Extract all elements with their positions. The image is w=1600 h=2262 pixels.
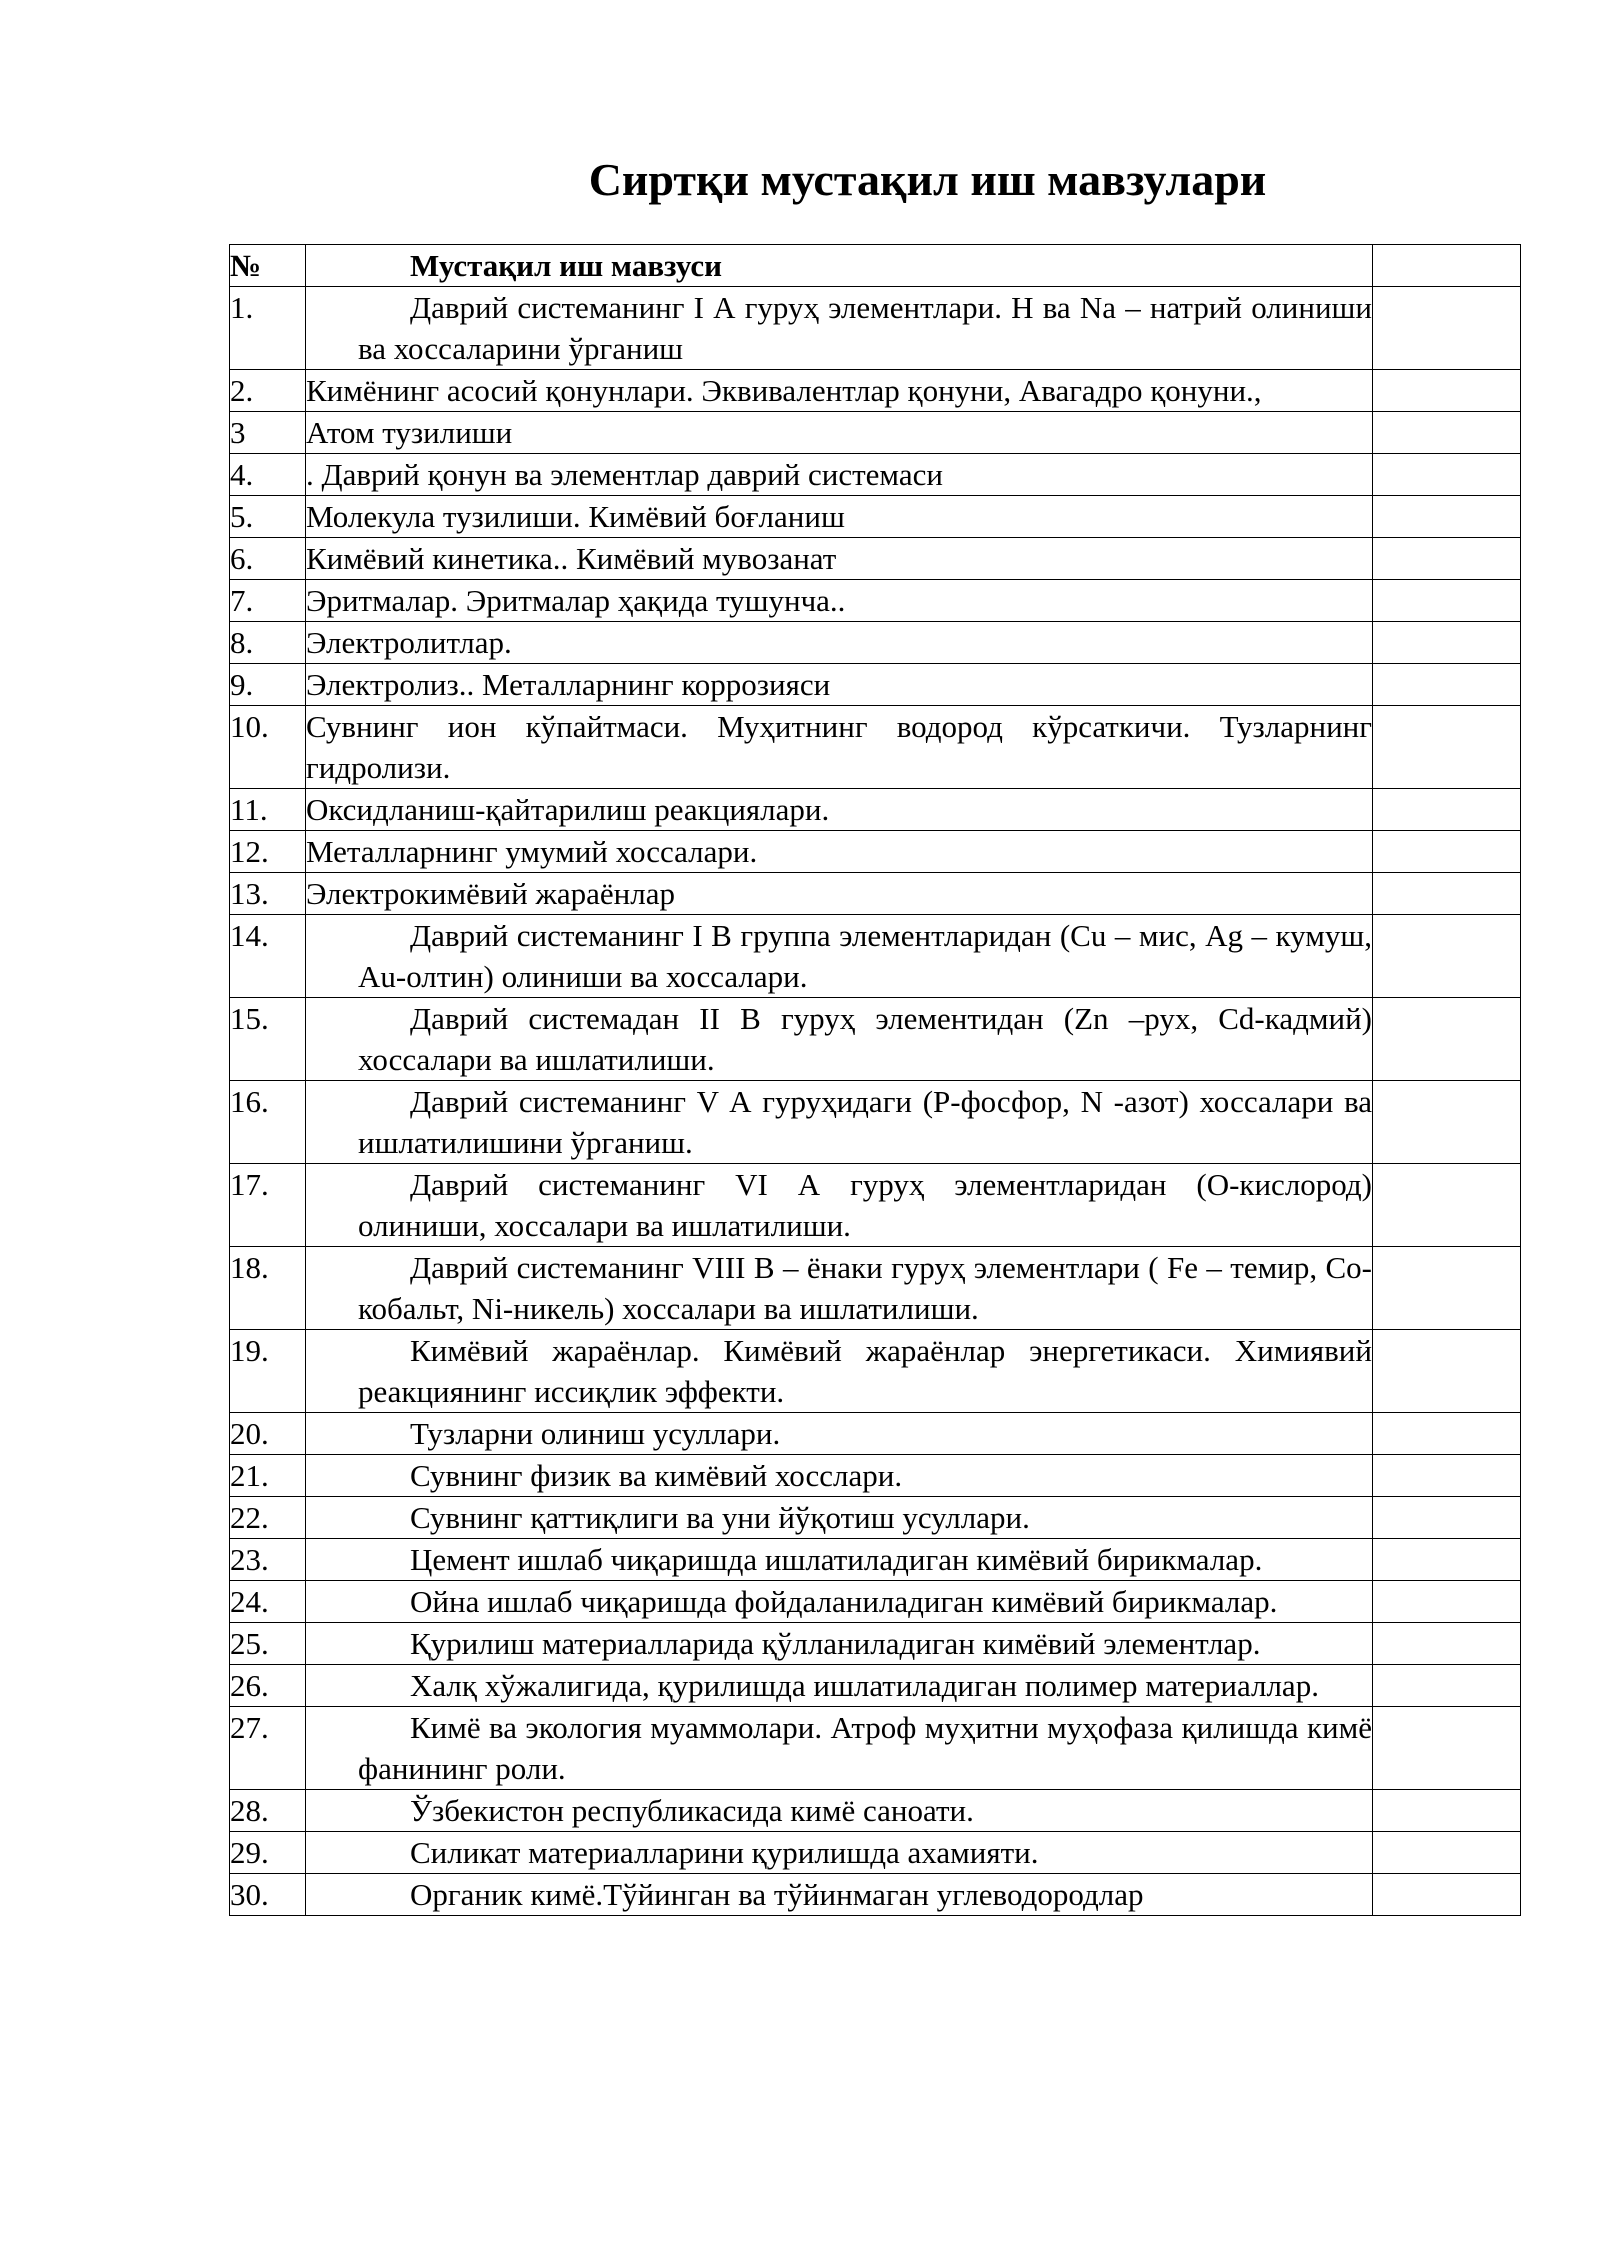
row-extra-cell	[1373, 1081, 1521, 1164]
table-row	[230, 538, 1521, 580]
row-extra-cell	[1373, 370, 1521, 412]
row-topic: Эритмалар. Эритмалар ҳақида тушунча..	[306, 580, 1373, 622]
row-topic: Даврий системанинг V А гуруҳидаги (Р-фосфор, N -азот) хоссалари ва ишлатилишини ўрганиш.	[306, 1081, 1373, 1164]
row-extra-cell	[1373, 1623, 1521, 1665]
row-extra-cell	[1373, 538, 1521, 580]
row-extra-cell	[1373, 1455, 1521, 1497]
row-number: 10.	[230, 706, 306, 789]
table-row	[230, 1623, 1521, 1665]
row-extra-cell	[1373, 1665, 1521, 1707]
row-extra-cell	[1373, 664, 1521, 706]
row-number: 7.	[230, 580, 306, 622]
row-number: 23.	[230, 1539, 306, 1581]
table-row	[230, 1665, 1521, 1707]
table-row	[230, 1455, 1521, 1497]
row-extra-cell	[1373, 1247, 1521, 1330]
row-topic: Силикат материалларини қурилишда ахамияти.	[306, 1832, 1373, 1874]
row-number: 16.	[230, 1081, 306, 1164]
row-topic: Кимёвий жараёнлар. Кимёвий жараёнлар энергетикаси. Химиявий реакциянинг иссиқлик эффекти.	[306, 1330, 1373, 1413]
row-number: 22.	[230, 1497, 306, 1539]
row-extra-cell	[1373, 1539, 1521, 1581]
row-topic: Атом тузилиши	[306, 412, 1373, 454]
row-number: 2.	[230, 370, 306, 412]
row-topic: Халқ хўжалигида, қурилишда ишлатиладиган полимер материаллар.	[306, 1665, 1373, 1707]
table-row	[230, 496, 1521, 538]
table-row	[230, 1413, 1521, 1455]
row-topic: Цемент ишлаб чиқаришда ишлатиладиган кимёвий бирикмалар.	[306, 1539, 1373, 1581]
row-number: 8.	[230, 622, 306, 664]
row-extra-cell	[1373, 706, 1521, 789]
table-row	[230, 1832, 1521, 1874]
table-row	[230, 706, 1521, 789]
topics-table	[229, 244, 1521, 1916]
row-extra-cell	[1373, 789, 1521, 831]
table-row	[230, 370, 1521, 412]
row-topic: . Даврий қонун ва элементлар даврий системаси	[306, 454, 1373, 496]
row-extra-cell	[1373, 496, 1521, 538]
table-row	[230, 580, 1521, 622]
row-topic: Оксидланиш-қайтарилиш реакциялари.	[306, 789, 1373, 831]
table-row	[230, 1874, 1521, 1916]
row-number: 15.	[230, 998, 306, 1081]
row-number: 1.	[230, 287, 306, 370]
row-number: 4.	[230, 454, 306, 496]
table-row	[230, 412, 1521, 454]
table-row	[230, 998, 1521, 1081]
row-number: 9.	[230, 664, 306, 706]
row-topic: Ойна ишлаб чиқаришда фойдаланиладиган кимёвий бирикмалар.	[306, 1581, 1373, 1623]
row-topic: Металларнинг умумий хоссалари.	[306, 831, 1373, 873]
table-row	[230, 1581, 1521, 1623]
row-topic: Даврий системанинг VIII В – ёнаки гуруҳ элементлари ( Fe – темир, Co-кобальт, Ni-никель) хоссалари ва ишлатилиши.	[306, 1247, 1373, 1330]
row-topic: Органик кимё.Тўйинган ва тўйинмаган углеводородлар	[306, 1874, 1373, 1916]
table-row	[230, 915, 1521, 998]
row-number: 6.	[230, 538, 306, 580]
row-extra-cell	[1373, 454, 1521, 496]
row-number: 14.	[230, 915, 306, 998]
row-topic: Даврий системанинг VI А гуруҳ элементларидан (О-кислород) олиниши, хоссалари ва ишлатилиши.	[306, 1164, 1373, 1247]
header-topic: Мустақил иш мавзуси	[306, 245, 1373, 287]
table-row	[230, 789, 1521, 831]
row-extra-cell	[1373, 1874, 1521, 1916]
row-extra-cell	[1373, 1497, 1521, 1539]
row-extra-cell	[1373, 1581, 1521, 1623]
row-topic: Даврий системанинг I А гуруҳ элементлари. H ва Na – натрий олиниши ва хоссаларини ўрганиш	[306, 287, 1373, 370]
row-number: 27.	[230, 1707, 306, 1790]
row-extra-cell	[1373, 580, 1521, 622]
row-number: 21.	[230, 1455, 306, 1497]
row-topic: Кимёвий кинетика.. Кимёвий мувозанат	[306, 538, 1373, 580]
row-extra-cell	[1373, 622, 1521, 664]
row-extra-cell	[1373, 287, 1521, 370]
page-title: Сиртқи мустақил иш мавзулари	[588, 154, 1267, 205]
row-topic: Кимёнинг асосий қонунлари. Эквивалентлар қонуни, Авагадро қонуни.,	[306, 370, 1373, 412]
row-number: 17.	[230, 1164, 306, 1247]
table-row	[230, 454, 1521, 496]
row-extra-cell	[1373, 412, 1521, 454]
row-extra-cell	[1373, 1413, 1521, 1455]
table-row	[230, 1497, 1521, 1539]
row-extra-cell	[1373, 1832, 1521, 1874]
row-extra-cell	[1373, 1790, 1521, 1832]
row-number: 30.	[230, 1874, 306, 1916]
row-topic: Электрокимёвий жараёнлар	[306, 873, 1373, 915]
row-topic: Ўзбекистон республикасида кимё саноати.	[306, 1790, 1373, 1832]
row-topic: Даврий системадан II В гуруҳ элементидан (Zn –рух, Cd-кадмий) хоссалари ва ишлатилиши.	[306, 998, 1373, 1081]
table-row	[230, 1164, 1521, 1247]
row-extra-cell	[1373, 1707, 1521, 1790]
row-number: 26.	[230, 1665, 306, 1707]
row-topic: Электролиз.. Металларнинг коррозияси	[306, 664, 1373, 706]
row-number: 5.	[230, 496, 306, 538]
row-topic: Сувнинг ион кўпайтмаси. Муҳитнинг водород кўрсаткичи. Тузларнинг гидролизи.	[306, 706, 1373, 789]
table-row	[230, 1247, 1521, 1330]
row-number: 28.	[230, 1790, 306, 1832]
header-extra	[1373, 245, 1521, 287]
table-row	[230, 1539, 1521, 1581]
table-row	[230, 1790, 1521, 1832]
row-extra-cell	[1373, 831, 1521, 873]
row-extra-cell	[1373, 873, 1521, 915]
table-row	[230, 1707, 1521, 1790]
row-number: 11.	[230, 789, 306, 831]
row-number: 19.	[230, 1330, 306, 1413]
row-extra-cell	[1373, 1164, 1521, 1247]
row-number: 13.	[230, 873, 306, 915]
row-topic: Электролитлар.	[306, 622, 1373, 664]
row-number: 25.	[230, 1623, 306, 1665]
row-number: 29.	[230, 1832, 306, 1874]
row-topic: Молекула тузилиши. Кимёвий боғланиш	[306, 496, 1373, 538]
row-extra-cell	[1373, 1330, 1521, 1413]
table-row	[230, 831, 1521, 873]
row-topic: Даврий системанинг I В группа элементларидан (Cu – мис, Ag – кумуш, Au-олтин) олиниши ва хоссалари.	[306, 915, 1373, 998]
row-topic: Қурилиш материалларида қўлланиладиган кимёвий элементлар.	[306, 1623, 1373, 1665]
row-extra-cell	[1373, 915, 1521, 998]
row-number: 12.	[230, 831, 306, 873]
table-row	[230, 287, 1521, 370]
table-row	[230, 1081, 1521, 1164]
table-row	[230, 873, 1521, 915]
row-topic: Сувнинг қаттиқлиги ва уни йўқотиш усуллари.	[306, 1497, 1373, 1539]
table-row	[230, 1330, 1521, 1413]
row-extra-cell	[1373, 998, 1521, 1081]
table-row	[230, 622, 1521, 664]
row-topic: Кимё ва экология муаммолари. Атроф муҳитни муҳофаза қилишда кимё фанининг роли.	[306, 1707, 1373, 1790]
row-topic: Тузларни олиниш усуллари.	[306, 1413, 1373, 1455]
row-number: 24.	[230, 1581, 306, 1623]
row-number: 20.	[230, 1413, 306, 1455]
table-row	[230, 664, 1521, 706]
header-number: №	[230, 245, 306, 287]
row-number: 18.	[230, 1247, 306, 1330]
table-header-row	[230, 245, 1521, 287]
row-topic: Сувнинг физик ва кимёвий хосслари.	[306, 1455, 1373, 1497]
row-number: 3	[230, 412, 306, 454]
